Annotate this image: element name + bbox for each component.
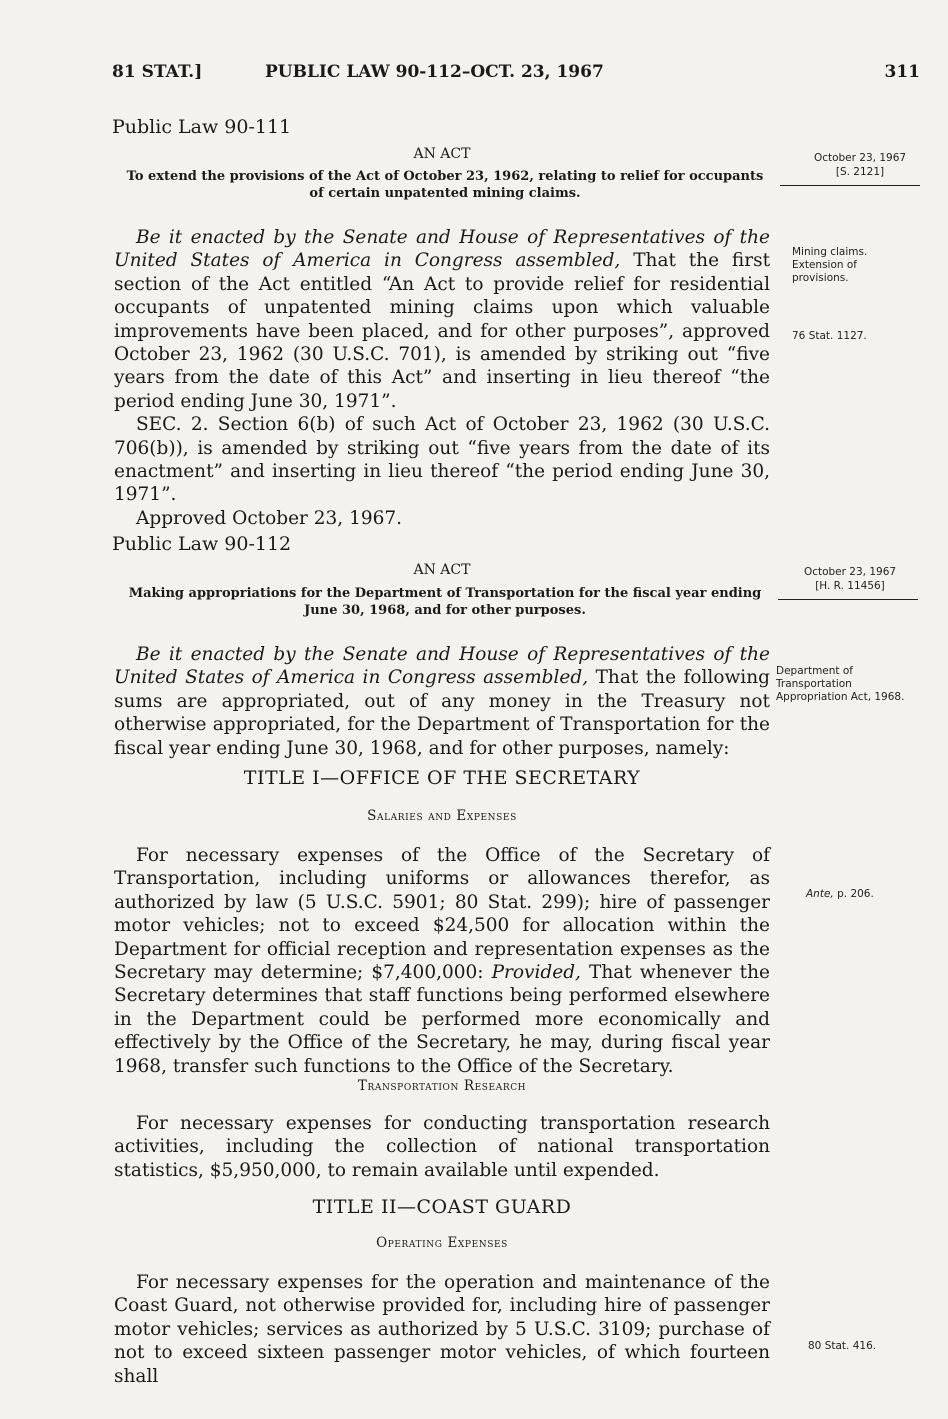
page-number: 311 (884, 62, 920, 82)
ante-page: p. 206. (837, 888, 874, 900)
law1-body (114, 226, 770, 530)
margin-note-dept: Department of Transportation Appropriation Act, 1968. (776, 665, 905, 703)
subhead-research: Transportation Research (357, 1078, 527, 1094)
subhead-salaries: Salaries and Expenses (367, 808, 517, 824)
statute-reference: 81 STAT.] (112, 62, 203, 82)
act-label-2: AN ACT (413, 562, 471, 578)
running-header (112, 62, 920, 92)
enacting-clause-2: Be it enacted by the Senate and House of Representatives of the United States of America in Congress assembled, (114, 644, 770, 689)
title-1-heading: TITLE I—OFFICE OF THE SECRETARY (243, 767, 641, 789)
margin-rule-1 (780, 185, 920, 186)
act-description-1: To extend the provisions of the Act of October 23, 1962, relating to relief for occupants of certain unpatented mining claims. (126, 169, 764, 201)
margin-note-mining: Mining claims. Extension of provisions. (792, 246, 868, 284)
title-2-heading: TITLE II—COAST GUARD (312, 1196, 572, 1218)
law-label-90-112: Public Law 90-112 (112, 533, 292, 555)
law2-preamble (114, 643, 770, 760)
research-paragraph (114, 1112, 770, 1182)
salaries-text-b: That whenever the Secretary determines that staff functions being performed elsewhere in the Department could be performed more economically and effectively by the Office of the Secretary, he may, during fiscal year 1968, transfer such functions to the Office of the Secretary. (114, 962, 770, 1077)
operating-paragraph (114, 1271, 770, 1388)
salaries-text-a: For necessary expenses of the Office of the Secretary of Transportation, including uniforms or allowances therefor, as authorized by law (5 U.S.C. 5901; 80 Stat. 299); hire of passenger motor vehicles; not to exceed $24,500 for allocation within the Department for official reception and representation expenses as the Secretary may determine; $7,400,000: (114, 845, 770, 984)
margin-bill-2: [H. R. 11456] (815, 580, 885, 592)
margin-date-2: October 23, 1967 (803, 566, 897, 578)
act-description-2: Making appropriations for the Department of Transportation for the fiscal year ending June 30, 1968, and for other purposes. (128, 586, 762, 618)
law2-preamble-text: That the following sums are appropriated, out of any money in the Treasury not otherwise appropriated, for the Department of Transportation for the fiscal year ending June 30, 1968, and for other purposes, namely: (114, 667, 770, 759)
operating-text: For necessary expenses for the operation and maintenance of the Coast Guard, not otherwise provided for, including hire of passenger motor vehicles; services as authorized by 5 U.S.C. 3109; purchase of not to exceed sixteen passenger motor vehicles, of which fourteen shall (114, 1272, 770, 1387)
law1-approved: Approved October 23, 1967. (136, 507, 403, 529)
header-title: PUBLIC LAW 90-112–OCT. 23, 1967 (265, 62, 604, 82)
margin-bill-1: [S. 2121] (835, 166, 885, 178)
salaries-provided: Provided, (491, 962, 581, 984)
salaries-paragraph (114, 844, 770, 1078)
law1-section2-text: SEC. 2. Section 6(b) of such Act of October 23, 1962 (30 U.S.C. 706(b)), is amended by striking out “five years from the date of its enactment” and inserting in lieu thereof “the period ending June 30, 1971”. (114, 414, 770, 506)
enacting-clause-1: Be it enacted by the Senate and House of Representatives of the United States of America in Congress assembled, (114, 227, 770, 272)
margin-note-80stat: 80 Stat. 416. (808, 1340, 877, 1352)
margin-date-1: October 23, 1967 (813, 152, 907, 164)
law-label-90-111: Public Law 90-111 (112, 116, 292, 138)
law1-section1-text: That the first section of the Act entitled “An Act to provide relief for residential occupants of unpatented mining claims upon which valuable improvements have been placed, and for other purposes”, approved October 23, 1962 (30 U.S.C. 701), is amended by striking out “five years from the date of this Act” and inserting in lieu thereof “the period ending June 30, 1971”. (114, 250, 771, 412)
margin-rule-2 (778, 599, 918, 600)
margin-note-ante (806, 888, 916, 901)
subhead-operating: Operating Expenses (376, 1235, 508, 1251)
act-label-1: AN ACT (413, 146, 471, 162)
ante-italic: Ante, (806, 888, 834, 900)
margin-note-76stat: 76 Stat. 1127. (792, 330, 867, 342)
research-text: For necessary expenses for conducting transportation research activities, including the collection of national transportation statistics, $5,950,000, to remain available until expended. (114, 1113, 770, 1181)
